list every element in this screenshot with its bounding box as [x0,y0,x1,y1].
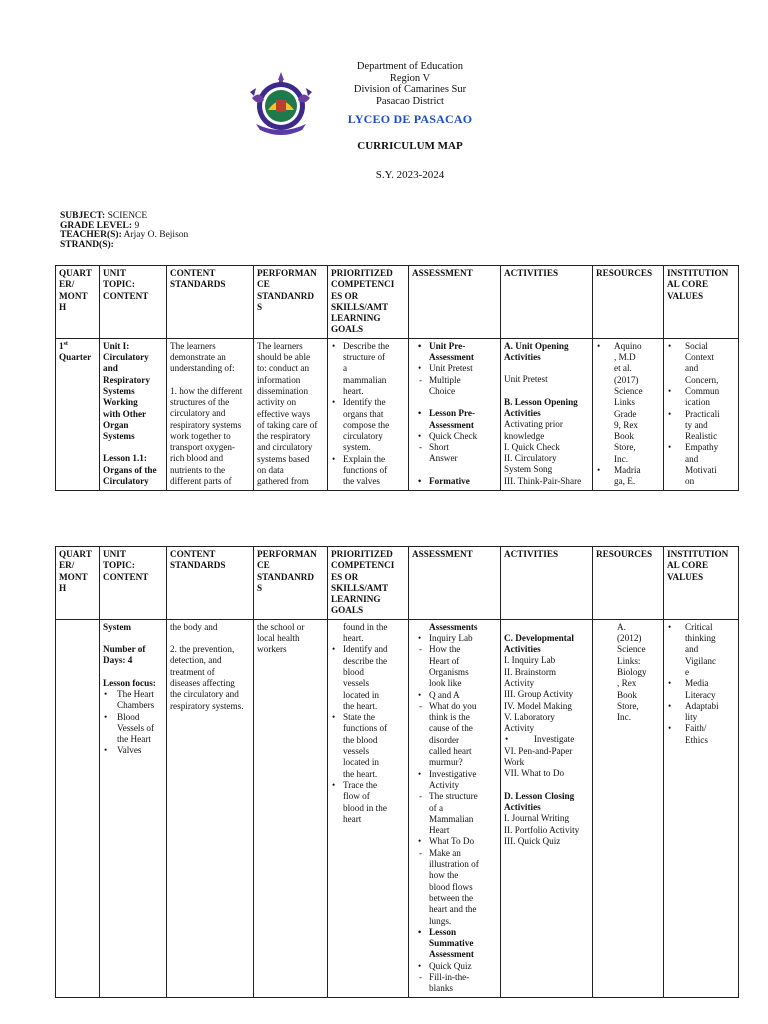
list-item: • Quick Quiz [417,961,497,972]
resources-cell [593,338,664,490]
performance-standards-cell: the school or local health workers [254,619,328,997]
quarter-cell: 1st Quarter [56,338,100,490]
list-item: • Identify and describe the blood vessels located in the heart. [331,644,405,712]
competencies-cell: found in the heart. • Identify and describe the blood vessels located in the heart. • State the functions of the blood vessels located in the heart. • Trace the flow of blood in the heart [328,619,409,997]
list-item: • Investigate [504,734,589,745]
col-header-resources: RESOURCES [593,266,664,339]
list-item: • Unit Pretest [417,363,497,374]
list-item: - Fill-in-the- blanks [417,972,497,995]
col-header-quarter: QUART ER/ MONT H [56,266,100,339]
list-item: • Blood Vessels of the Heart [103,712,163,746]
grade-label: GRADE LEVEL: [60,220,133,231]
col-header-performance-standards: PERFORMAN CE STANDANRD S [254,266,328,339]
grade-value: 9 [134,220,140,231]
col-header-activities: ACTIVITIES [501,547,593,620]
col-header-activities: ACTIVITIES [501,266,593,339]
letterhead-line: Region V [389,72,431,84]
list-item: - The structure of a Mammalian Heart [417,791,497,836]
list-item: • Q and A [417,690,497,701]
letterhead [300,61,520,107]
resources-cell: A. (2012) Science Links: Biology , Rex Book Store, Inc. [593,619,664,997]
activities-cell: A. Unit Opening Activities Unit Pretest B. Lesson Opening Activities Activating prior knowledge I. Quick Check II. Circulatory System Song III. Think-Pair-Share [501,338,593,490]
col-header-resources: RESOURCES [593,547,664,620]
unit-topic-cell: Unit I: Circulatory and Respiratory Systems Working with Other Organ Systems Lesson 1.1: Organs of the Circulatory [100,338,167,490]
list-item: - What do you think is the cause of the disorder called heart murmur? [417,701,497,769]
subject-label: SUBJECT: [60,211,106,221]
list-item: • Inquiry Lab [417,633,497,644]
list-item: • Investigative Activity [417,769,497,792]
table-row [56,619,739,997]
document-meta [60,212,188,250]
curriculum-table-part-1 [55,265,739,491]
list-item: - Short Answer [417,442,497,465]
list-item: • Social Context and Concern, [667,341,735,386]
list-item: - Multiple Choice [417,375,497,398]
col-header-content-standards: CONTENT STANDARDS [167,266,254,339]
list-item: • Commun ication [667,386,735,409]
core-values-cell [664,338,739,490]
col-header-assessment: ASSESSMENT [409,547,501,620]
content-standards-cell: the body and 2. the prevention, detection, and treatment of diseases affecting the circulatory and respiratory systems. [167,619,254,997]
quarter-cell [56,619,100,997]
col-header-content-standards: CONTENT STANDARDS [167,547,254,620]
performance-standards-cell: The learners should be able to: conduct an information dissemination activity on effective ways of taking care of the respiratory and circulatory systems based on data gathered from [254,338,328,490]
list-item: - How the Heart of Organisms look like [417,644,497,689]
list-item: • Aquino , M.D et al. (2017) Science Links Grade 9, Rex Book Store, Inc. [596,341,660,465]
competencies-cell [328,338,409,490]
document-title: CURRICULUM MAP [357,140,463,152]
list-item: • Adaptabi lity [667,701,735,724]
school-name: LYCEO DE PASACAO [347,112,473,126]
curriculum-table-part-2 [55,546,739,998]
col-header-competencies: PRIORITIZED COMPETENCI ES OR SKILLS/AMT LEARNING GOALS [328,266,409,339]
strand-label: STRAND(S): [60,239,114,250]
list-item: • Madria ga, E. [596,465,660,488]
activities-cell: C. Developmental Activities I. Inquiry Lab II. Brainstorm Activity III. Group Activity IV. Model Making V. Laboratory Activity • Investigate VI. Pen-and-Paper Work VII. What to Do D. Lesson Closing Activities I. Journal Writing II. Portfolio Activity III. Quick Quiz [501,619,593,997]
teacher-label: TEACHER(S): [60,230,122,241]
col-header-unit-topic: UNIT TOPIC: CONTENT [100,547,167,620]
letterhead-line: Department of Education [356,61,464,72]
list-item: • Faith/ Ethics [667,723,735,746]
list-item: • What To Do [417,836,497,847]
list-item: • Critical thinking and Vigilanc e [667,622,735,678]
list-item: • Lesson Summative Assessment [417,927,497,961]
list-item: • Explain the functions of the valves [331,454,405,488]
col-header-assessment: ASSESSMENT [409,266,501,339]
col-header-performance-standards: PERFORMAN CE STANDANRD S [254,547,328,620]
table-header-row [56,266,739,339]
teacher-value: Arjay O. Bejison [123,230,189,241]
list-item: • The Heart Chambers [103,689,163,712]
letterhead-line: Pasacao District [376,95,444,107]
list-item: • State the functions of the blood vessels located in the heart. [331,712,405,780]
list-item: - Make an illustration of how the blood flows between the heart and the lungs. [417,848,497,927]
assessment-cell: Assessments • Inquiry Lab - How the Heart of Organisms look like • Q and A - What do you think is the cause of the disorder called heart murmur? • Investigative Activity - The structure of a Mammalian Heart • What To Do - Make an illustration of how the blood flows between the heart and the lungs. • Lesson Summative Assessment • Quick Quiz - Fill-in-the- blanks [409,619,501,997]
col-header-core-values: INSTITUTION AL CORE VALUES [664,266,739,339]
assessment-cell [409,338,501,490]
table-header-row [56,547,739,620]
unit-topic-cell: System Number of Days: 4 Lesson focus: • The Heart Chambers • Blood Vessels of the Heart • Valves [100,619,167,997]
list-item: • Formative [417,476,497,487]
subject-value: SCIENCE [107,211,148,221]
col-header-core-values: INSTITUTION AL CORE VALUES [664,547,739,620]
core-values-cell [664,619,739,997]
table-row [56,338,739,490]
letterhead-line: Division of Camarines Sur [353,84,467,95]
list-item: • Quick Check [417,431,497,442]
col-header-unit-topic: UNIT TOPIC: CONTENT [100,266,167,339]
list-item: • Empathy and Motivati on [667,442,735,487]
list-item: • Describe the structure of a mammalian heart. [331,341,405,397]
content-standards-cell: The learners demonstrate an understanding of: 1. how the different structures of the circulatory and respiratory systems work together to transport oxygen- rich blood and nutrients to the different parts of [167,338,254,490]
list-item: • Valves [103,745,163,756]
col-header-quarter: QUART ER/ MONT H [56,547,100,620]
list-item: • Media Literacy [667,678,735,701]
list-item: • Identify the organs that compose the circulatory system. [331,397,405,453]
strand-line [60,241,188,251]
school-year: S.Y. 2023-2024 [375,169,445,181]
list-item: • Unit Pre- Assessment [417,341,497,364]
list-item: • Trace the flow of blood in the heart [331,780,405,825]
list-item: • Lesson Pre- Assessment [417,408,497,431]
list-item: • Practicali ty and Realistic [667,409,735,443]
col-header-competencies: PRIORITIZED COMPETENCI ES OR SKILLS/AMT LEARNING GOALS [328,547,409,620]
